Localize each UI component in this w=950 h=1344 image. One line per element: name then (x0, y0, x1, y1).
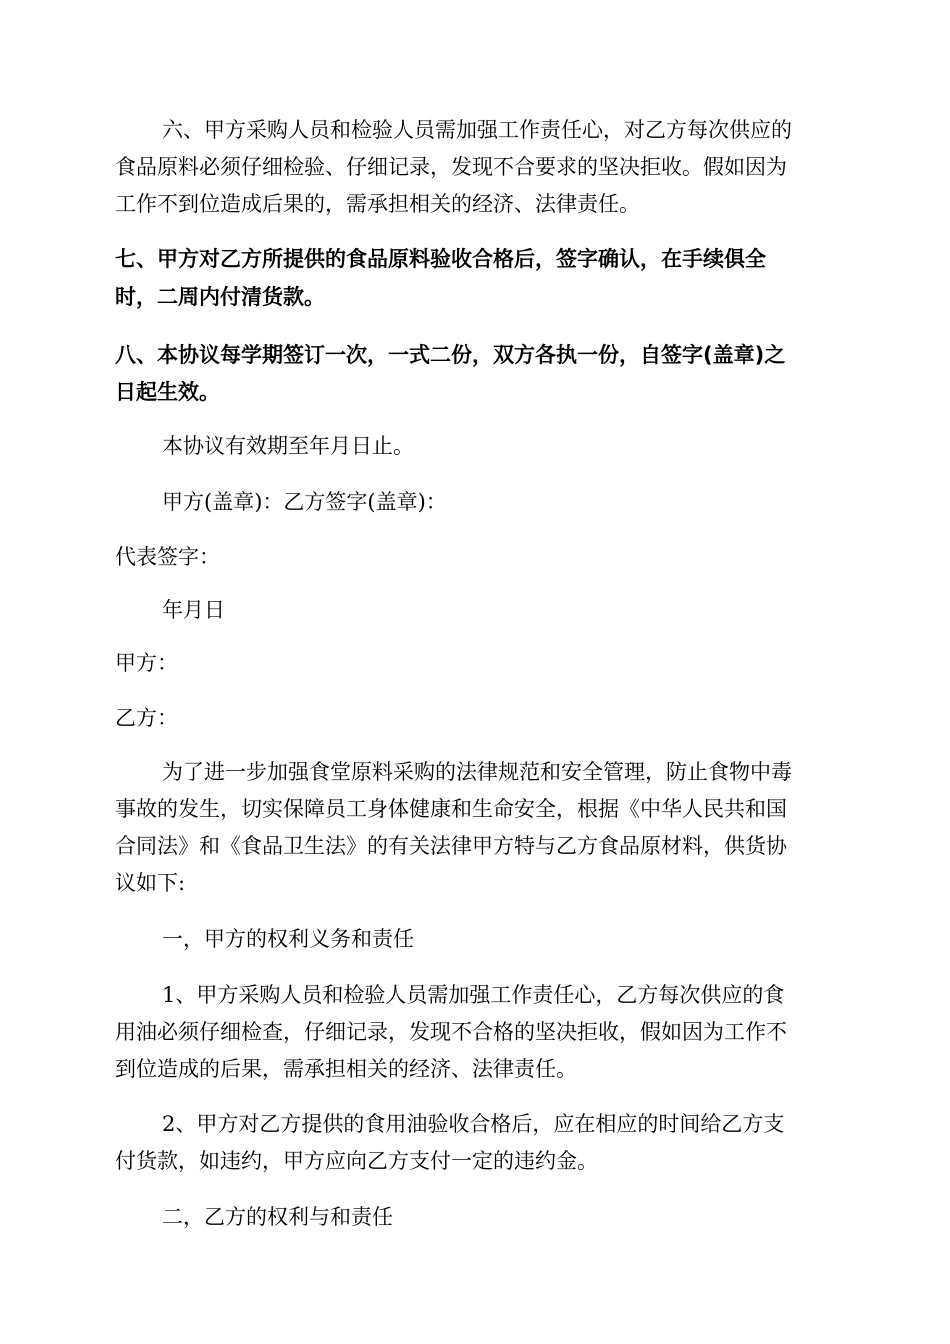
preamble-line-2: 事故的发生，切实保障员工身体健康和生命安全，根据《中华人民共和国 (115, 797, 787, 821)
item-1-line-1: 1、甲方采购人员和检验人员需加强工作责任心，乙方每次供应的食 (162, 983, 785, 1007)
item-1-line-2: 用油必须仔细检查，仔细记录，发现不合格的坚决拒收，假如因为工作不 (115, 1020, 787, 1044)
preamble-line-4: 议如下: (115, 871, 186, 895)
clause-6-line-2: 食品原料必须仔细检验、仔细记录，发现不合要求的坚决拒收。假如因为 (115, 155, 787, 179)
preamble-line-1: 为了进一步加强食堂原料采购的法律规范和安全管理，防止食物中毒 (162, 760, 792, 784)
item-2-line-2: 付货款，如违约，甲方应向乙方支付一定的违约金。 (115, 1149, 598, 1173)
item-1-line-3: 到位造成的后果，需承担相关的经济、法律责任。 (115, 1057, 577, 1081)
clause-7-line-1: 七、甲方对乙方所提供的食品原料验收合格后，签字确认，在手续俱全 (115, 247, 766, 271)
party-b-label: 乙方： (115, 706, 178, 730)
clause-6-line-3: 工作不到位造成后果的，需承担相关的经济、法律责任。 (115, 192, 640, 216)
representative-signature: 代表签字： (115, 545, 220, 569)
party-a-label: 甲方： (115, 651, 178, 675)
section-1-heading: 一，甲方的权利义务和责任 (162, 927, 414, 951)
clause-8-line-1: 八、本协议每学期签订一次，一式二份，双方各执一份，自签字(盖章)之 (115, 343, 786, 367)
preamble-line-3: 合同法》和《食品卫生法》的有关法律甲方特与乙方食品原材料，供货协 (115, 834, 787, 858)
date-line: 年月日 (162, 598, 225, 622)
clause-7-line-2: 时，二周内付清货款。 (115, 285, 325, 309)
item-2-line-1: 2、甲方对乙方提供的食用油验收合格后，应在相应的时间给乙方支 (162, 1112, 785, 1136)
validity-period: 本协议有效期至年月日止。 (162, 434, 414, 458)
clause-8-line-2: 日起生效。 (115, 380, 220, 404)
section-2-heading: 二，乙方的权利与和责任 (162, 1205, 393, 1229)
party-seal-line: 甲方(盖章)：乙方签字(盖章)： (162, 490, 447, 514)
clause-6-line-1: 六、甲方采购人员和检验人员需加强工作责任心，对乙方每次供应的 (162, 118, 792, 142)
